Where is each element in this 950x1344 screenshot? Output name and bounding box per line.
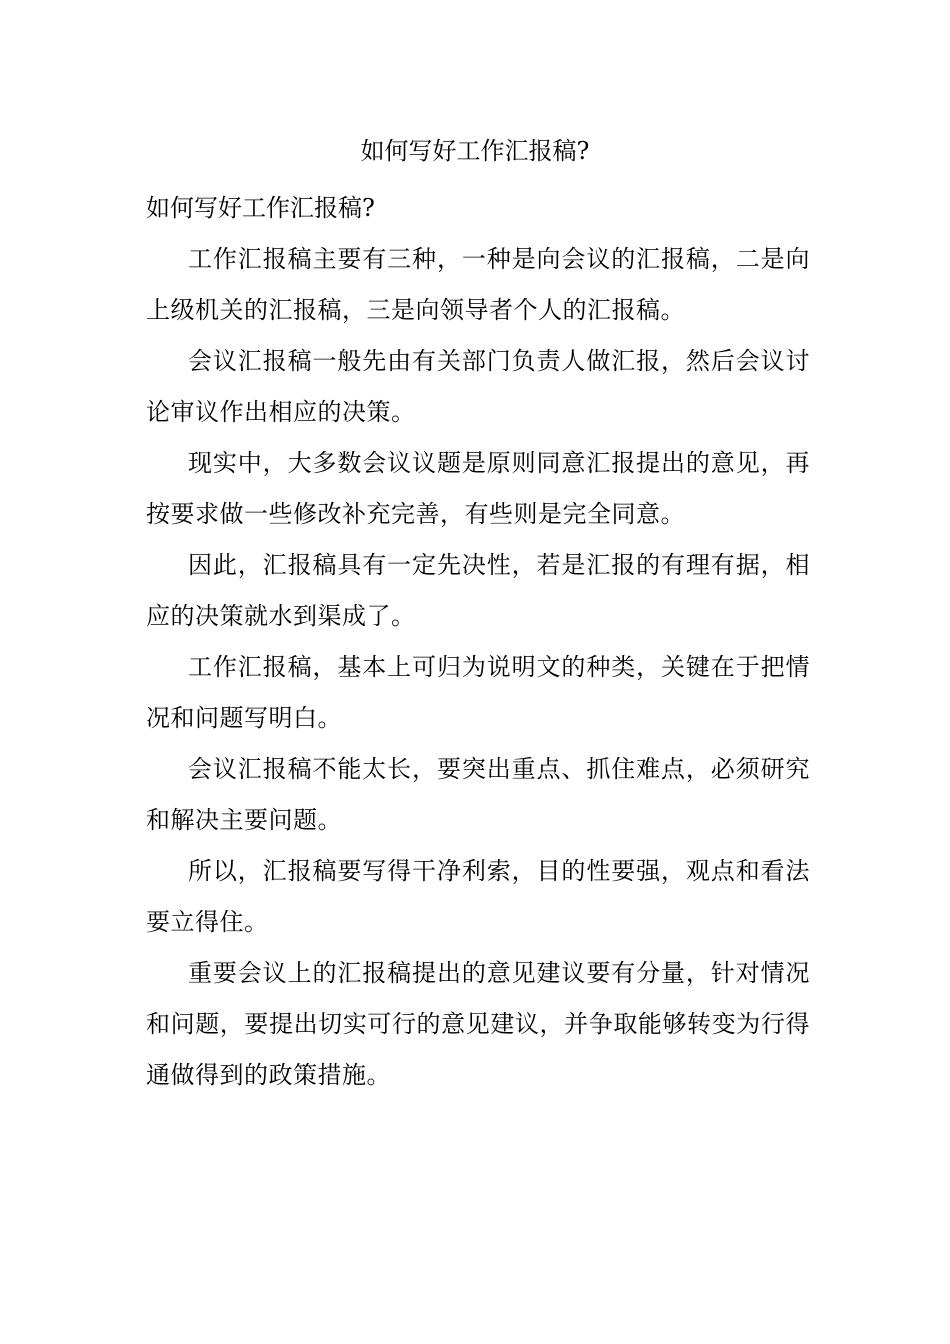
paragraph-6: 会议汇报稿不能太长，要突出重点、抓住难点，必须研究和解决主要问题。 — [146, 755, 810, 834]
document-title: 如何写好工作汇报稿? — [360, 137, 590, 165]
paragraph-4: 因此，汇报稿具有一定先决性，若是汇报的有理有据，相应的决策就水到渠成了。 — [146, 551, 810, 630]
paragraph-5: 工作汇报稿，基本上可归为说明文的种类，关键在于把情况和问题写明白。 — [146, 653, 810, 732]
paragraph-2: 会议汇报稿一般先由有关部门负责人做汇报，然后会议讨论审议作出相应的决策。 — [146, 347, 810, 426]
paragraph-3: 现实中，大多数会议议题是原则同意汇报提出的意见，再按要求做一些修改补充完善，有些则是完全同意。 — [146, 449, 810, 528]
paragraph-7: 所以，汇报稿要写得干净利索，目的性要强，观点和看法要立得住。 — [146, 857, 810, 936]
paragraph-8: 重要会议上的汇报稿提出的意见建议要有分量，针对情况和问题，要提出切实可行的意见建议，并争取能够转变为行得通做得到的政策措施。 — [146, 959, 810, 1089]
document-subtitle: 如何写好工作汇报稿? — [146, 194, 375, 222]
document-body — [146, 183, 810, 1101]
paragraph-1: 工作汇报稿主要有三种，一种是向会议的汇报稿，二是向上级机关的汇报稿，三是向领导者个人的汇报稿。 — [146, 245, 810, 324]
